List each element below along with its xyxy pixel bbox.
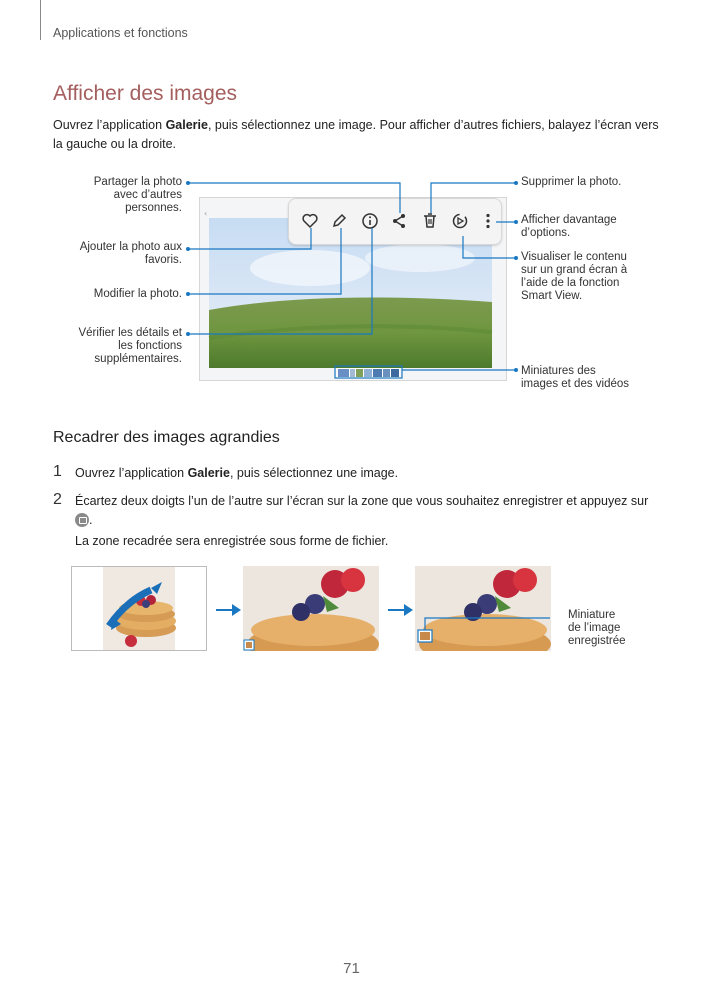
- section-title: Afficher des images: [53, 82, 238, 105]
- zoom-gesture-panel: [71, 566, 207, 651]
- step-1-number: 1: [53, 463, 62, 480]
- saved-photo-panel: [415, 566, 551, 651]
- callout-delete: Supprimer la photo.: [521, 176, 622, 188]
- step-2-note: La zone recadrée sera enregistrée sous forme de fichier.: [75, 534, 389, 548]
- callout-edit: Modifier la photo.: [93, 288, 182, 300]
- capture-icon: [75, 513, 89, 527]
- step-1-text: Ouvrez l’application Galerie, puis sélectionnez une image.: [75, 466, 399, 480]
- page-number: 71: [343, 960, 360, 977]
- running-title: Applications et fonctions: [53, 26, 188, 40]
- svg-text:‹: ‹: [204, 209, 208, 218]
- callout-thumbnails: Miniatures des images et des vidéos: [521, 365, 630, 390]
- subsection-title: Recadrer des images agrandies: [53, 429, 280, 446]
- callout-details: Vérifier les détails et les fonctions supplémentaires.: [78, 327, 182, 365]
- callout-share: Partager la photo avec d’autres personnes.: [93, 176, 182, 214]
- callout-more: Afficher davantage d’options.: [521, 214, 617, 239]
- arrow-right-icon: [388, 603, 414, 617]
- step-2-text: Écartez deux doigts l’un de l’autre sur l’écran sur la zone que vous souhaitez enregistrer et appuyez sur .: [75, 494, 649, 527]
- intro-paragraph: Ouvrez l’application Galerie, puis sélectionnez une image. Pour afficher d’autres fichiers, balayez l’écran vers la gauche ou la droite.: [53, 118, 659, 151]
- step-2-number: 2: [53, 491, 62, 508]
- callout-saved-thumbnail: Miniature de l’image enregistrée: [568, 609, 626, 647]
- arrow-right-icon: [216, 603, 242, 617]
- callout-smart-view: Visualiser le contenu sur un grand écran à l’aide de la fonction Smart View.: [521, 251, 628, 302]
- zoomed-photo-panel: [243, 566, 379, 651]
- callout-favorite: Ajouter la photo aux favoris.: [79, 241, 182, 266]
